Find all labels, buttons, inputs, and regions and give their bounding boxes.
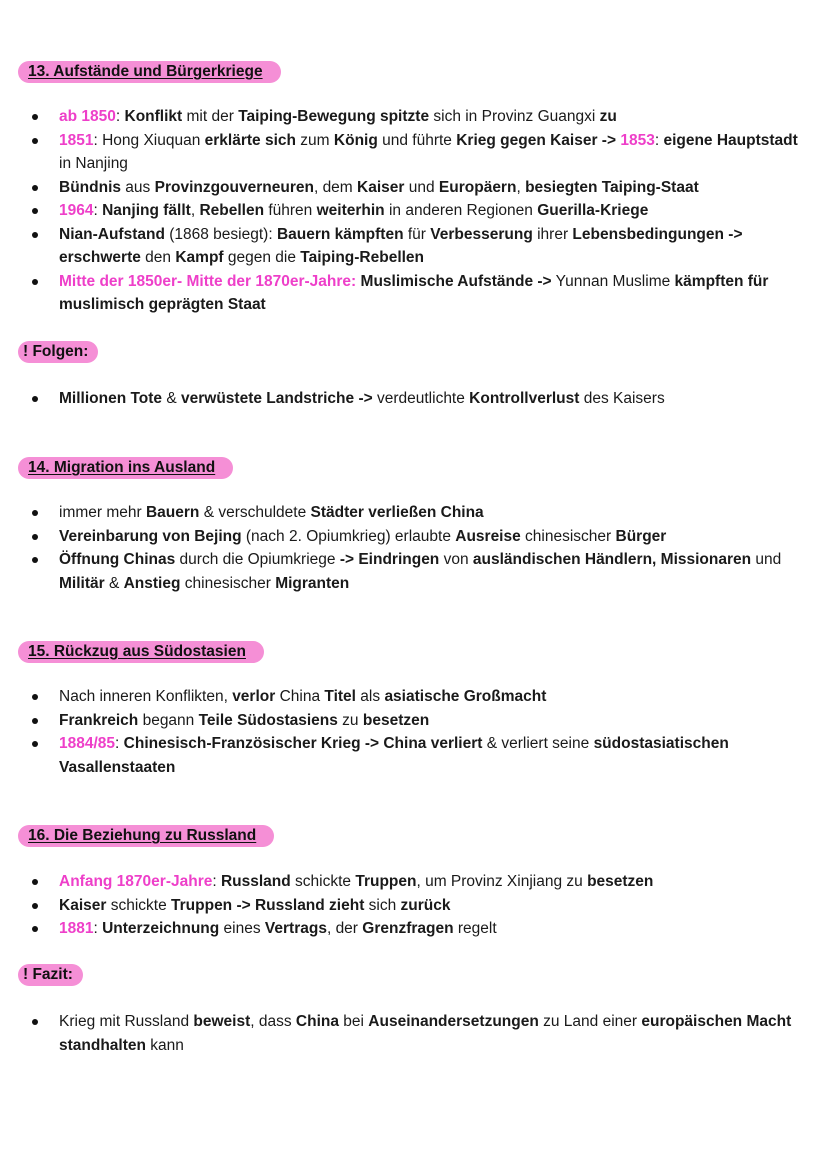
bold-text: Unterzeichnung	[102, 920, 220, 937]
text-run: den	[140, 249, 176, 266]
text-run: in anderen Regionen	[384, 202, 538, 219]
list-section-13	[0, 105, 828, 317]
bold-text: europäischen Macht standhalten	[59, 1013, 792, 1054]
text-run: sich	[364, 896, 401, 914]
highlight-text: ab 1850	[59, 108, 116, 125]
text-run: und	[404, 178, 439, 196]
heading-section-15	[18, 641, 264, 663]
bold-text: Provinzgouverneuren	[154, 178, 314, 196]
list-item	[0, 1010, 828, 1057]
text-run: von	[439, 551, 473, 568]
bold-text: Vertrags	[264, 920, 327, 937]
bold-text: Krieg gegen Kaiser ->	[456, 131, 621, 149]
heading-fazit	[18, 964, 83, 986]
text-run: als	[356, 688, 385, 705]
text-run: für	[403, 225, 431, 243]
highlight-text: 1881	[59, 920, 94, 937]
text-run: :	[93, 202, 103, 219]
text-run: &	[104, 574, 124, 592]
list-fazit	[0, 1010, 828, 1057]
bold-text: südostasiatischen Vasallenstaaten	[59, 735, 729, 776]
bold-text: Europäern	[438, 178, 517, 196]
list-section-14	[0, 501, 828, 595]
bold-text: zurück	[400, 896, 451, 914]
list-item	[0, 501, 828, 525]
bold-text: beweist	[193, 1013, 251, 1030]
bold-text: Russland	[220, 873, 291, 890]
bold-text: Truppen -> Russland zieht	[171, 896, 365, 914]
text-run: China	[275, 688, 325, 705]
bold-text: Konflikt	[124, 108, 183, 125]
bold-text: Truppen	[355, 873, 417, 890]
bold-text: besetzen	[362, 711, 430, 729]
list-item	[0, 732, 828, 779]
bold-text: Lebensbedingungen -> erschwerte	[59, 225, 743, 266]
highlight-text: 1884/85	[59, 735, 116, 752]
list-section-15	[0, 685, 828, 779]
heading-text: ! Folgen:	[23, 343, 89, 360]
text-run: & verliert seine	[482, 735, 594, 752]
bold-text: Millionen Tote	[59, 390, 163, 407]
bold-text: Kontrollverlust	[469, 390, 580, 407]
text-run: regelt	[453, 920, 497, 937]
bold-text: Rebellen	[199, 202, 265, 219]
bold-text: Bündnis	[59, 178, 121, 196]
bold-text: -> Eindringen	[339, 551, 440, 568]
list-item	[0, 894, 828, 918]
list-item	[0, 176, 828, 200]
list-item	[0, 199, 828, 223]
bold-text: Bauern	[145, 504, 200, 521]
text-run: und	[751, 551, 782, 568]
text-run: in Nanjing	[59, 155, 128, 172]
bold-text: Auseinandersetzungen	[368, 1013, 539, 1030]
bold-text: Kaiser	[59, 896, 107, 914]
text-run: kann	[145, 1036, 184, 1054]
list-item	[0, 709, 828, 733]
bold-text: Titel	[324, 688, 356, 705]
bold-text: zu	[599, 108, 617, 125]
bold-text: weiterhin	[316, 202, 385, 219]
list-item	[0, 270, 828, 317]
bold-text: asiatische Großmacht	[384, 688, 547, 705]
bold-text: Nanjing fällt	[102, 202, 191, 219]
heading-section-13	[18, 61, 281, 83]
text-run: begann	[138, 711, 199, 729]
text-run: :	[212, 873, 221, 890]
text-run: gegen die	[223, 249, 301, 266]
bold-text: eigene Hauptstadt	[663, 131, 798, 149]
bold-text: Städter verließen China	[310, 504, 484, 521]
bold-text: Bauern kämpften	[276, 225, 404, 243]
highlight-text: 1853	[620, 131, 655, 149]
heading-text: 15. Rückzug aus Südostasien	[28, 643, 246, 660]
text-run: Nach inneren Konflikten,	[59, 688, 233, 705]
text-run: immer mehr	[59, 504, 146, 521]
highlight-text: 1851	[59, 131, 94, 149]
bold-text: verwüstete Landstriche ->	[181, 390, 373, 407]
text-run: , der	[326, 920, 363, 937]
list-item	[0, 387, 828, 411]
bold-text: Nian-Aufstand	[59, 225, 165, 243]
heading-text: ! Fazit:	[23, 966, 73, 983]
heading-section-14	[18, 457, 233, 479]
text-run: und führte	[377, 131, 457, 149]
text-run: eines	[219, 920, 265, 937]
highlight-text: Anfang 1870er-Jahre	[59, 873, 213, 890]
bold-text: Ausreise	[455, 527, 521, 545]
bold-text: Muslimische Aufstände ->	[360, 272, 552, 290]
bold-text: König	[333, 131, 378, 149]
heading-folgen	[18, 341, 98, 363]
bold-text: Verbesserung	[430, 225, 533, 243]
text-run: :	[115, 108, 125, 125]
bold-text: ausländischen Händlern, Missionaren	[472, 551, 752, 568]
text-run: , dass	[250, 1013, 296, 1030]
text-run: zum	[296, 131, 334, 149]
heading-text: 13. Aufstände und Bürgerkriege	[28, 63, 263, 80]
list-item	[0, 870, 828, 894]
bold-text: Kaiser	[357, 178, 405, 196]
text-run: (1868 besiegt):	[164, 225, 277, 243]
text-run: bei	[338, 1013, 369, 1030]
list-item	[0, 129, 828, 176]
bold-text: Guerilla-Kriege	[537, 202, 649, 219]
text-run: , dem	[313, 178, 358, 196]
text-run: :	[654, 131, 664, 149]
bold-text: Öffnung Chinas	[59, 551, 176, 568]
text-run: : Hong Xiuquan	[93, 131, 205, 149]
bold-text: China	[295, 1013, 339, 1030]
text-run: ,	[190, 202, 200, 219]
text-run: :	[115, 735, 124, 752]
text-run: , um Provinz Xinjiang zu	[416, 873, 588, 890]
list-item	[0, 917, 828, 941]
text-run: chinesischer	[520, 527, 616, 545]
heading-section-16	[18, 825, 274, 847]
bold-text: Teile Südostasiens	[198, 711, 338, 729]
text-run: & verschuldete	[199, 504, 311, 521]
bold-text: erklärte sich	[204, 131, 296, 149]
text-run: chinesischer	[180, 574, 276, 592]
text-run: Krieg mit Russland	[59, 1013, 194, 1030]
highlight-text: Mitte der 1850er- Mitte der 1870er-Jahre:	[59, 272, 357, 290]
text-run: schickte	[290, 873, 356, 890]
list-folgen	[0, 387, 828, 411]
text-run: &	[162, 390, 181, 407]
heading-text: 16. Die Beziehung zu Russland	[28, 827, 257, 844]
list-item	[0, 548, 828, 595]
text-run: ihrer	[532, 225, 573, 243]
bold-text: kämpften für muslimisch geprägten Staat	[59, 272, 769, 313]
text-run: :	[93, 920, 103, 937]
list-item	[0, 685, 828, 709]
bold-text: Anstieg	[123, 574, 181, 592]
text-run: zu	[337, 711, 363, 729]
bold-text: Chinesisch-Französischer Krieg -> China verliert	[123, 735, 483, 752]
bold-text: Taiping-Rebellen	[300, 249, 425, 266]
bold-text: Kampf	[175, 249, 224, 266]
bold-text: Migranten	[275, 574, 350, 592]
text-run: durch die Opiumkriege	[175, 551, 340, 568]
text-run: (nach 2. Opiumkrieg) erlaubte	[241, 527, 456, 545]
bold-text: Grenzfragen	[362, 920, 454, 937]
text-run: aus	[121, 178, 155, 196]
bold-text: verlor	[232, 688, 276, 705]
bold-text: Frankreich	[59, 711, 139, 729]
text-run: sich in Provinz Guangxi	[429, 108, 600, 125]
list-item	[0, 525, 828, 549]
text-run: Yunnan Muslime	[551, 272, 675, 290]
bold-text: besetzen	[587, 873, 654, 890]
text-run: verdeutlichte	[372, 390, 470, 407]
bold-text: Militär	[59, 574, 105, 592]
text-run: ,	[516, 178, 526, 196]
bold-text: Taiping-Bewegung spitzte	[238, 108, 430, 125]
highlight-text: 1964	[59, 202, 94, 219]
list-item	[0, 105, 828, 129]
text-run: schickte	[106, 896, 172, 914]
text-run: des Kaisers	[579, 390, 665, 407]
list-item	[0, 223, 828, 270]
text-run: zu Land einer	[538, 1013, 642, 1030]
bold-text: besiegten Taiping-Staat	[525, 178, 699, 196]
bold-text: Vereinbarung von Bejing	[59, 527, 242, 545]
heading-text: 14. Migration ins Ausland	[28, 459, 216, 476]
text-run: mit der	[182, 108, 239, 125]
bold-text: Bürger	[615, 527, 667, 545]
list-section-16	[0, 870, 828, 941]
text-run: führen	[264, 202, 317, 219]
